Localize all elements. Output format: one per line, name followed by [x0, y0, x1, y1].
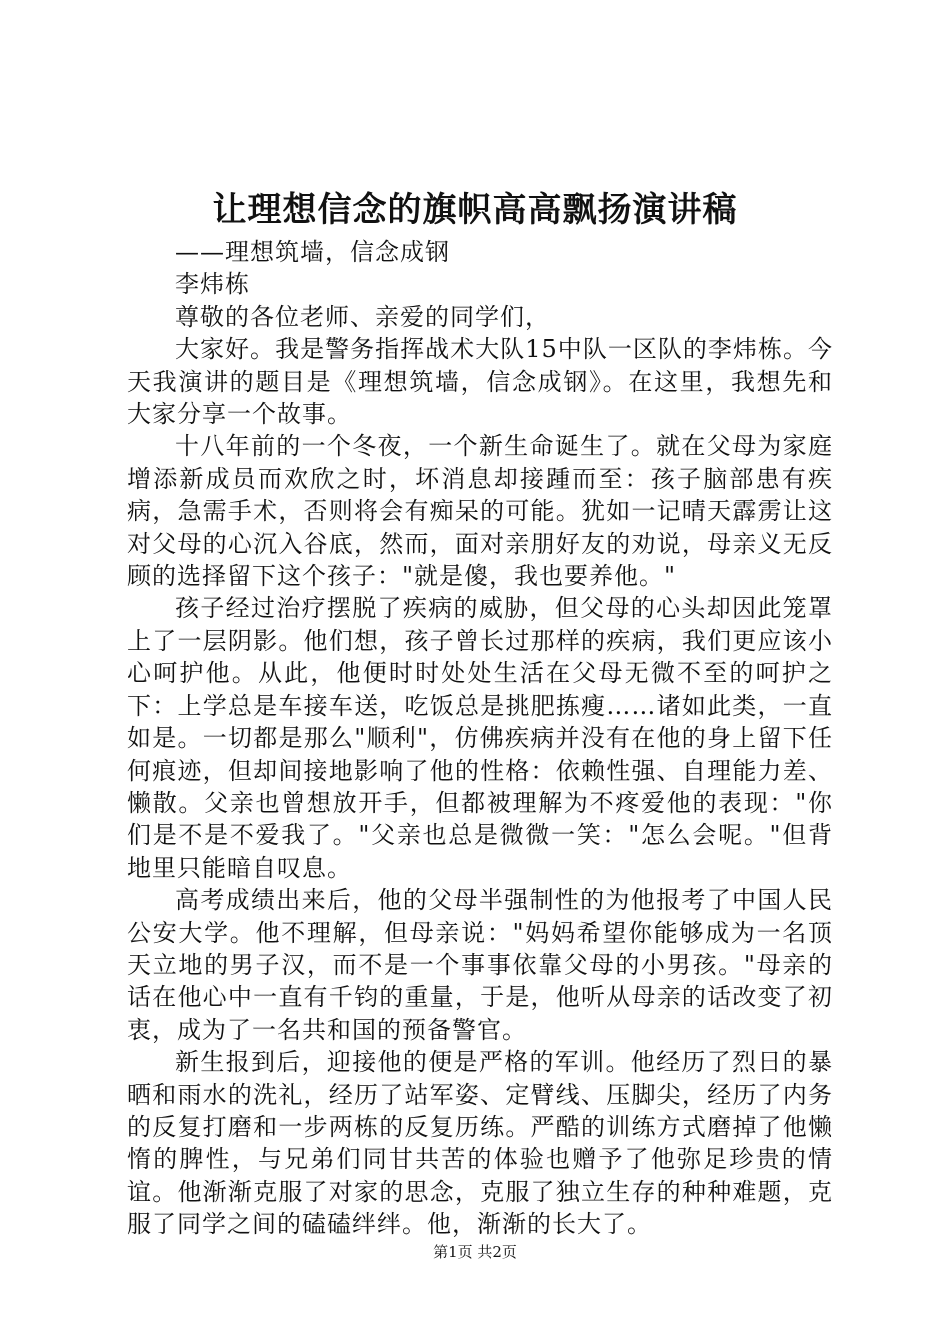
- author-name: 李炜栋: [175, 270, 250, 299]
- document-body: [127, 236, 833, 1241]
- document-title: 让理想信念的旗帜高高飘扬演讲稿: [212, 190, 738, 230]
- subtitle: ——理想筑墙，信念成钢: [175, 238, 450, 266]
- page-footer: 第1页 共2页: [433, 1243, 517, 1261]
- paragraph: 孩子经过治疗摆脱了疾病的威胁，但父母的心头却因此笼罩上了一层阴影。他们想，孩子曾长过那样的疾病，我们更应该小心呵护他。从此，他便时时处处生活在父母无微不至的呵护之下：上学总是车接车送，吃饭总是挑肥拣瘦……诸如此类，一直如是。一切都是那么"顺利"，仿佛疾病并没有在他的身上留下任何痕迹，但却间接地影响了他的性格：依赖性强、自理能力差、懒散。父亲也曾想放开手，但都被理解为不疼爱他的表现："你们是不是不爱我了。"父亲也总是微微一笑："怎么会呢。"但背地里只能暗自叹息。: [127, 594, 833, 882]
- paragraph: 新生报到后，迎接他的便是严格的军训。他经历了烈日的暴晒和雨水的洗礼，经历了站军姿、定臂线、压脚尖，经历了内务的反复打磨和一步两栋的反复历练。严酷的训练方式磨掉了他懒惰的脾性，与兄弟们同甘共苦的体验也赠予了他弥足珍贵的情谊。他渐渐克服了对家的思念，克服了独立生存的种种难题，克服了同学之间的磕磕绊绊。他，渐渐的长大了。: [127, 1048, 833, 1239]
- greeting: 尊敬的各位老师、亲爱的同学们，: [175, 302, 550, 331]
- paragraph: 高考成绩出来后，他的父母半强制性的为他报考了中国人民公安大学。他不理解，但母亲说："妈妈希望你能够成为一名顶天立地的男子汉，而不是一个事事依靠父母的小男孩。"母亲的话在他心中一直有千钧的重量，于是，他听从母亲的话改变了初衷，成为了一名共和国的预备警官。: [127, 886, 833, 1044]
- paragraph: 大家好。我是警务指挥战术大队15中队一区队的李炜栋。今天我演讲的题目是《理想筑墙，信念成钢》。在这里，我想先和大家分享一个故事。: [127, 335, 833, 429]
- paragraph: 十八年前的一个冬夜，一个新生命诞生了。就在父母为家庭增添新成员而欢欣之时，坏消息却接踵而至：孩子脑部患有疾病，急需手术，否则将会有痴呆的可能。犹如一记晴天霹雳让这对父母的心沉入谷底，然而，面对亲朋好友的劝说，母亲义无反顾的选择留下这个孩子："就是傻，我也要养他。": [127, 432, 833, 591]
